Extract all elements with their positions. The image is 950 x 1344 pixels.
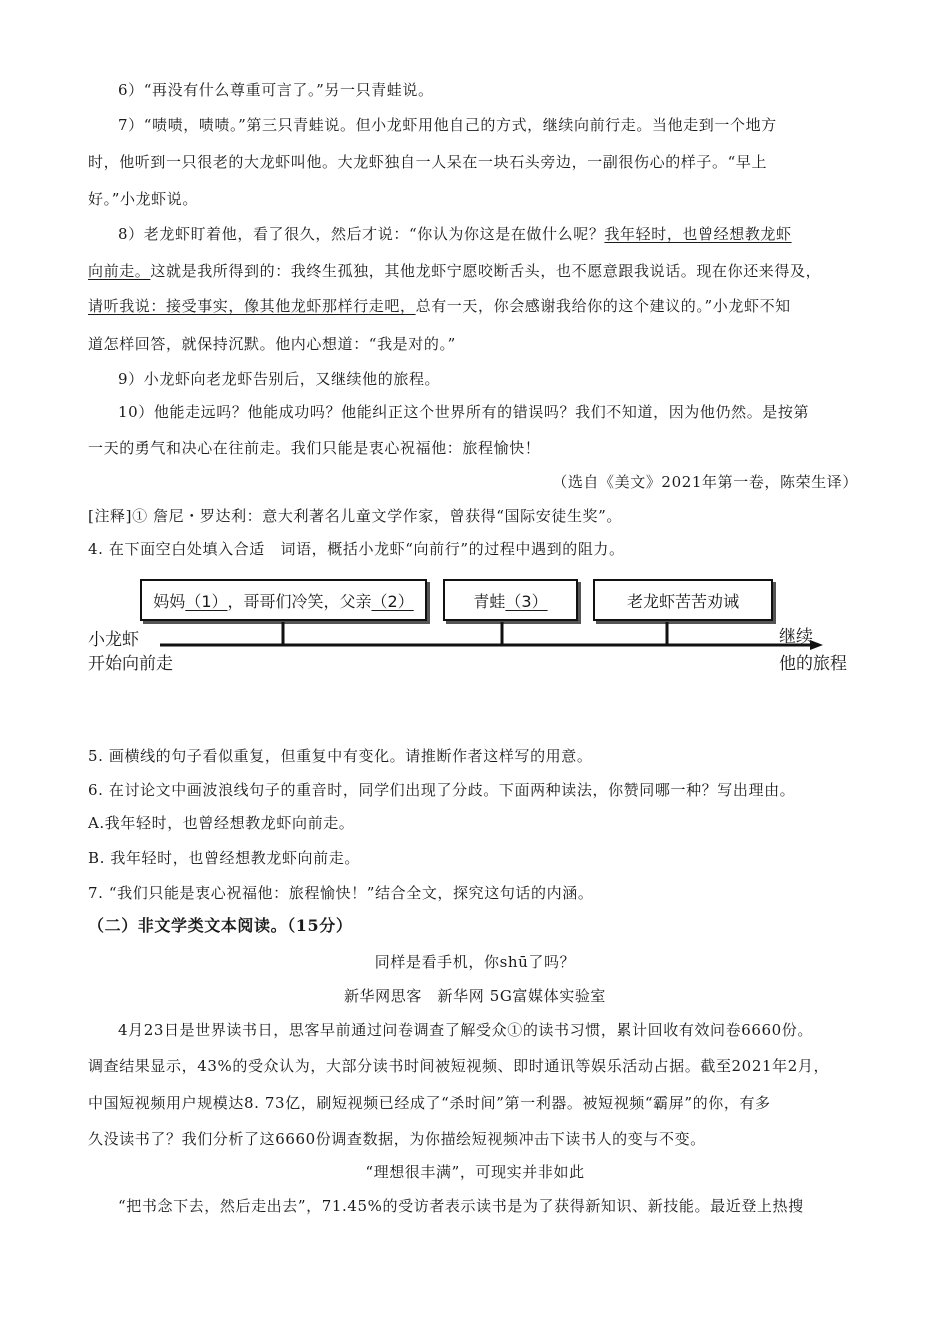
- article-subheading: “理想很丰满”，可现实并非如此: [365, 1163, 585, 1181]
- blank-2: （2）: [371, 591, 414, 611]
- paragraph-7-line-1: 7）“啧啧，啧啧。”第三只青蛙说。但小龙虾用他自己的方式，继续向前行走。当他走到一个地方: [118, 116, 777, 134]
- paragraph-8-line-1: [118, 224, 792, 244]
- paragraph-8-line-3: [88, 296, 791, 316]
- paragraph-7-line-3: 好。”小龙虾说。: [88, 190, 198, 208]
- question-5: 5. 画横线的句子看似重复，但重复中有变化。请推断作者这样写的用意。: [88, 747, 593, 765]
- question-4: 4. 在下面空白处填入合适 词语，概括小龙虾“向前行”的过程中遇到的阻力。: [88, 540, 625, 558]
- timeline-end-label-1: 继续: [779, 627, 813, 647]
- article-title: 同样是看手机，你shū了吗？: [374, 953, 576, 971]
- box-text: 青蛙: [473, 591, 506, 611]
- timeline-end-label-2: 他的旅程: [779, 654, 847, 674]
- section-heading: （二）非文学类文本阅读。（15分）: [88, 916, 353, 935]
- article-paragraph-1-line-1: 4月23日是世界读书日，思客早前通过问卷调查了解受众①的读书习惯，累计回收有效问卷6660份。: [118, 1021, 814, 1039]
- box-text: ，哥哥们冷笑，父亲: [227, 591, 372, 611]
- paragraph-6: 6）“再没有什么尊重可言了。”另一只青蛙说。: [118, 81, 434, 99]
- question-6: 6. 在讨论文中画波浪线句子的重音时，同学们出现了分歧。下面两种读法，你赞同哪一种？写出理由。: [88, 781, 796, 799]
- plain-text: 这就是我所得到的：我终生孤独，其他龙虾宁愿咬断舌头，也不愿意跟我说话。现在你还来得及，: [150, 262, 822, 280]
- box-text: 妈妈: [153, 591, 186, 611]
- blank-3: （3）: [505, 591, 548, 611]
- box-text: 老龙虾苦苦劝诫: [626, 591, 739, 611]
- underlined-sentence: 我年轻时，也曾经想教龙虾: [604, 225, 792, 243]
- source-citation: （选自《美文》2021年第一卷，陈荣生译）: [552, 473, 858, 491]
- plain-text: 8）老龙虾盯着他，看了很久，然后才说：“你认为你这是在做什么呢？: [118, 225, 605, 243]
- paragraph-7-line-2: 时，他听到一只很老的大龙虾叫他。大龙虾独自一人呆在一块石头旁边，一副很伤心的样子。“早上: [88, 153, 768, 171]
- question-7: 7. “我们只能是衷心祝福他：旅程愉快！”结合全文，探究这句话的内涵。: [88, 884, 594, 902]
- timeline-start-label-2: 开始向前走: [88, 654, 173, 674]
- annotation-note: [注释]① 詹尼・罗达利：意大利著名儿童文学作家，曾获得“国际安徒生奖”。: [88, 507, 623, 525]
- article-paragraph-1-line-3: 中国短视频用户规模达8. 73亿，刷短视频已经成了“杀时间”第一利器。被短视频“霸屏”的你，有多: [88, 1094, 771, 1112]
- underlined-sentence: 请听我说：接受事实，像其他龙虾那样行走吧，: [88, 297, 416, 315]
- article-byline: 新华网思客 新华网 5G富媒体实验室: [343, 987, 607, 1005]
- plain-text: 总有一天，你会感谢我给你的这个建议的。”小龙虾不知: [415, 297, 791, 315]
- article-paragraph-2-line-1: “把书念下去，然后走出去”，71.45%的受访者表示读书是为了获得新知识、新技能。最近登上热搜: [118, 1197, 804, 1215]
- paragraph-10-line-1: 10）他能走远吗？他能成功吗？他能纠正这个世界所有的错误吗？我们不知道，因为他仍然。是按第: [118, 403, 810, 421]
- question-6-option-b: B. 我年轻时，也曾经想教龙虾向前走。: [88, 849, 360, 867]
- paragraph-8-line-4: 道怎样回答，就保持沉默。他内心想道：“我是对的。”: [88, 335, 456, 353]
- paragraph-9: 9）小龙虾向老龙虾告别后，又继续他的旅程。: [118, 370, 441, 388]
- blank-1: （1）: [185, 591, 228, 611]
- underlined-sentence: 向前走。: [88, 262, 151, 280]
- article-paragraph-1-line-2: 调查结果显示，43%的受众认为，大部分读书时间被短视频、即时通讯等娱乐活动占据。截至2021年2月，: [88, 1057, 830, 1075]
- article-paragraph-1-line-4: 久没读书了？我们分析了这6660份调查数据，为你描绘短视频冲击下读书人的变与不变。: [88, 1130, 706, 1148]
- paragraph-10-line-2: 一天的勇气和决心在往前走。我们只能是衷心祝福他：旅程愉快！: [88, 439, 541, 457]
- question-6-option-a: A.我年轻时，也曾经想教龙虾向前走。: [88, 814, 355, 832]
- paragraph-8-line-2: [88, 261, 821, 281]
- timeline-start-label-1: 小龙虾: [88, 630, 139, 650]
